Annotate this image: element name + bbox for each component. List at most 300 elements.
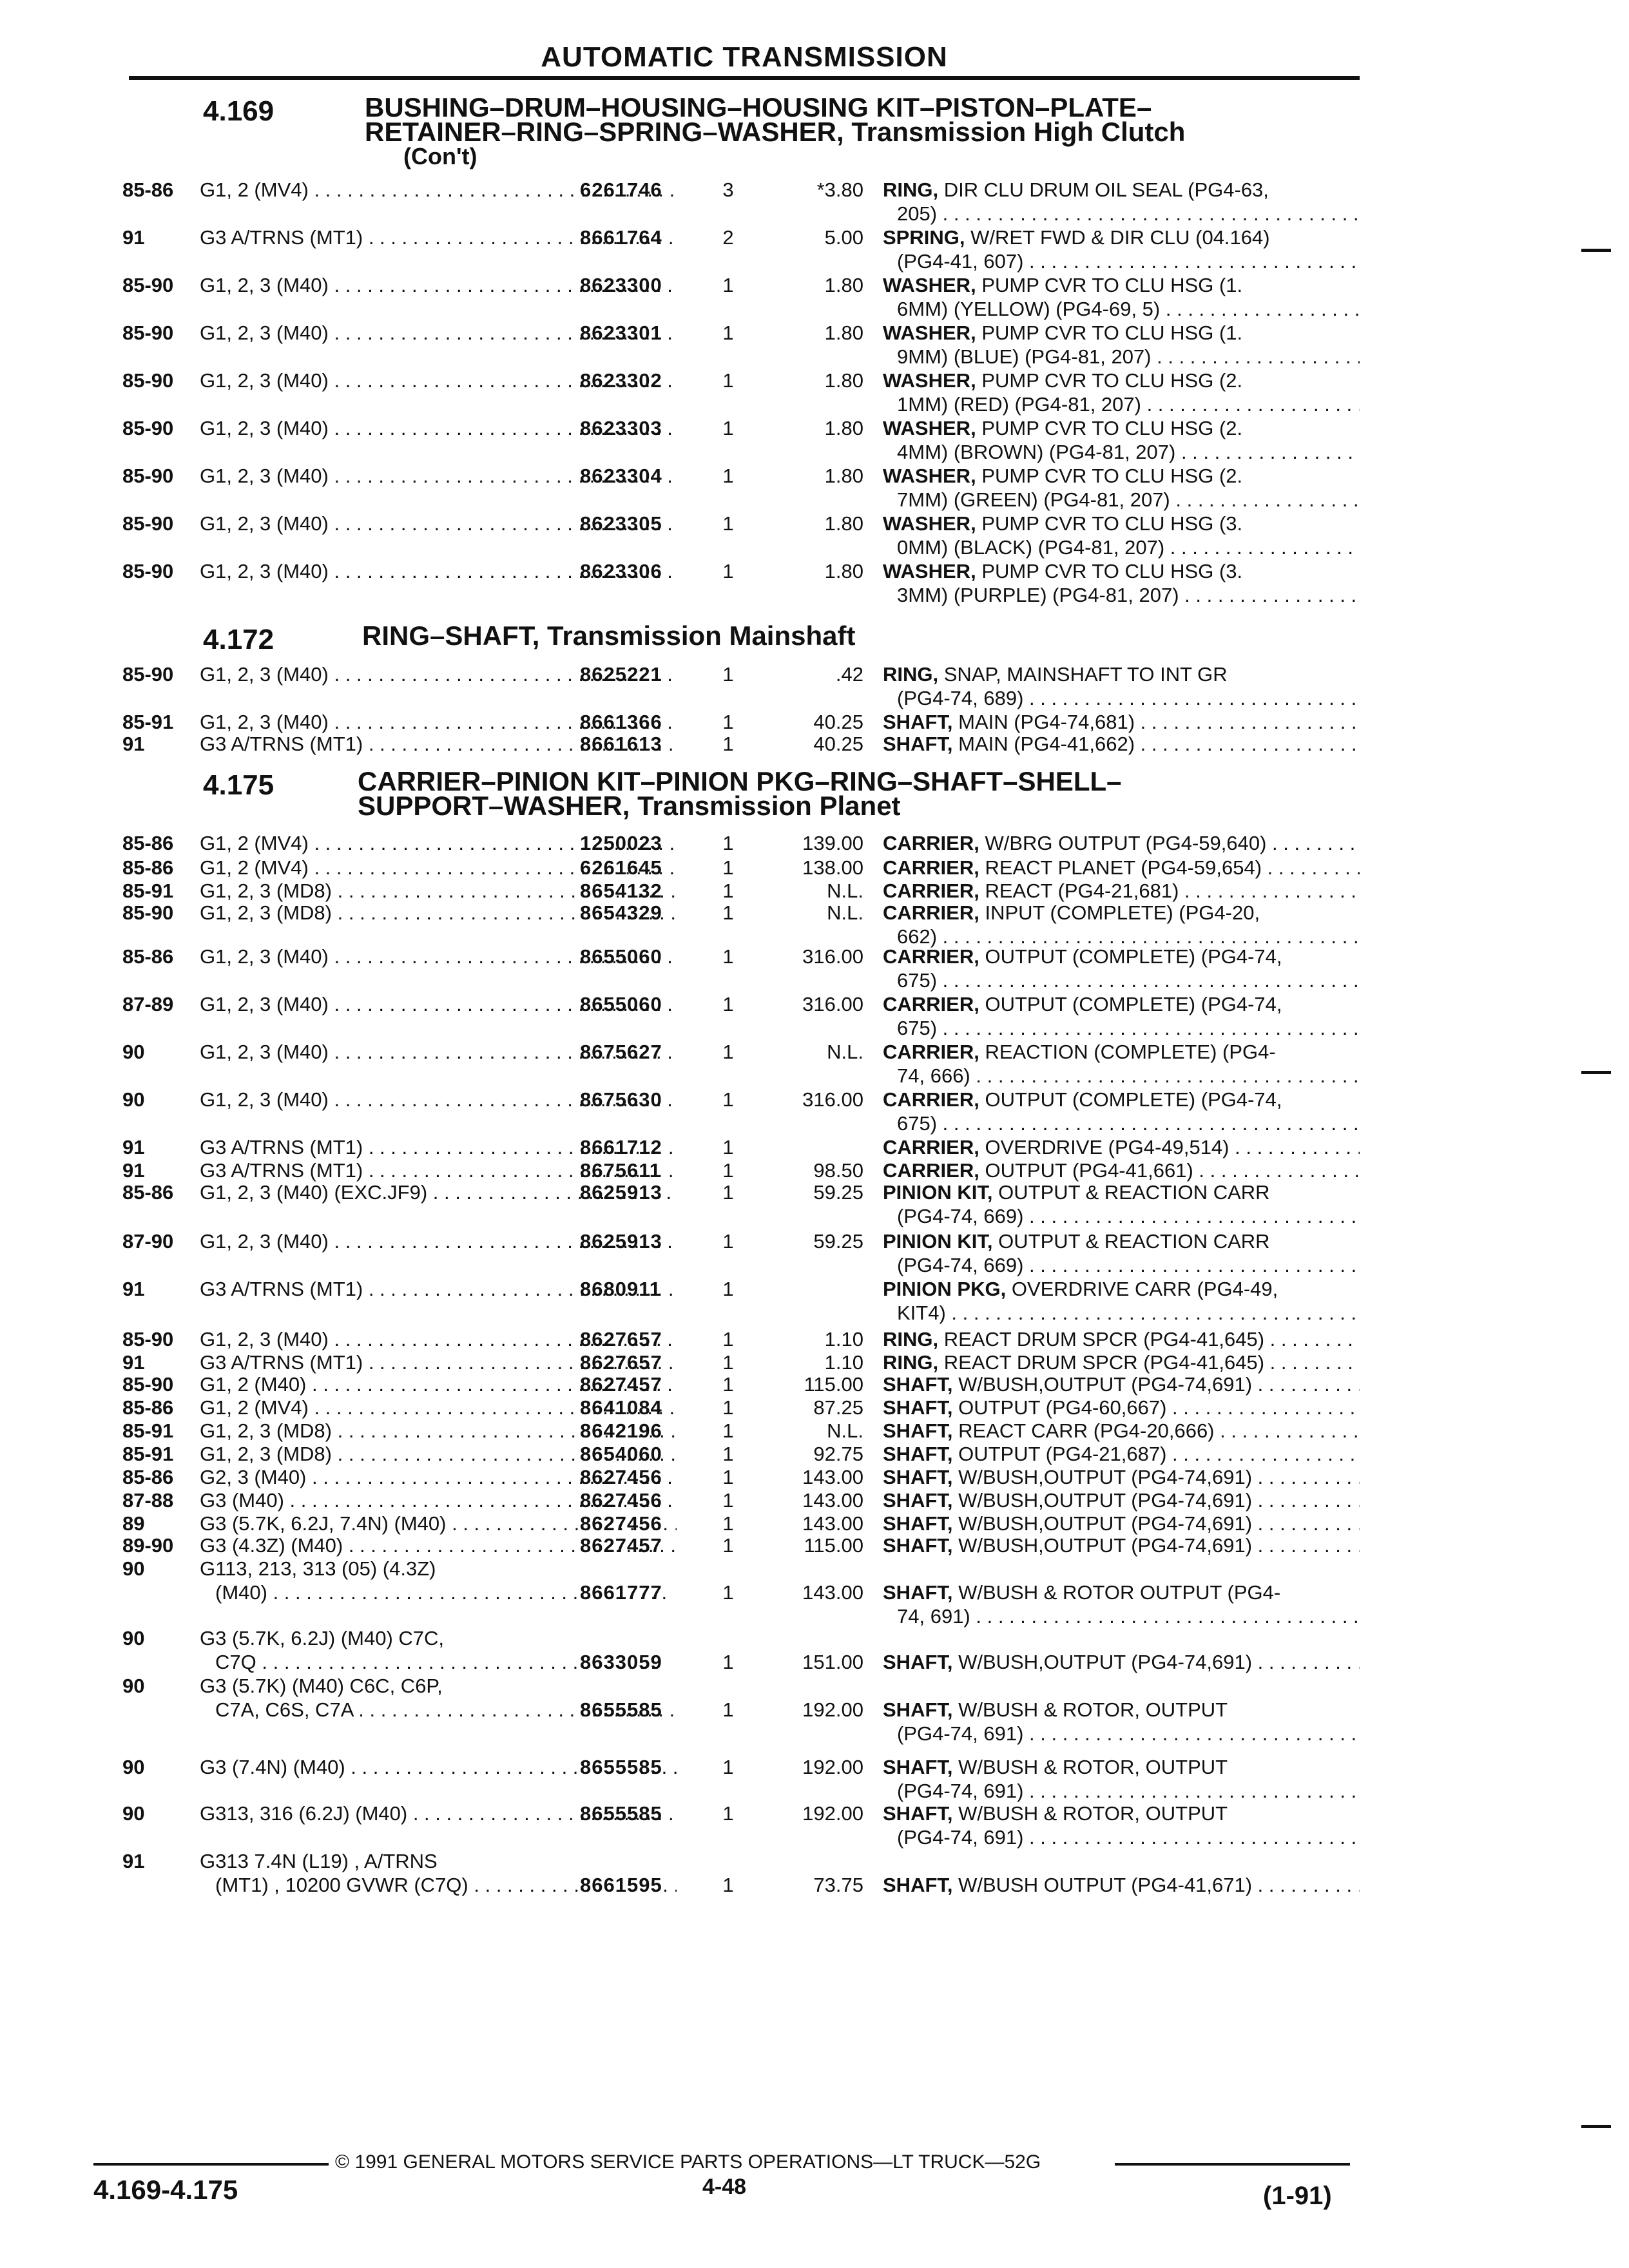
part-name: CARRIER,: [883, 856, 979, 879]
description-text: OUTPUT (COMPLETE) (PG4-74,: [985, 993, 1282, 1015]
application-line: G1, 2, 3 (MD8) . . .: [200, 879, 677, 903]
application-line: G3 A/TRNS (MT1) . . .: [200, 1135, 677, 1159]
description: [883, 1698, 1360, 1745]
part-number: 8655585: [580, 1756, 662, 1778]
quantity: 1: [722, 1328, 734, 1350]
description-line: [883, 1229, 1360, 1253]
model-year: 85-86: [122, 856, 174, 879]
section-title-line: RETAINER–RING–SPRING–WASHER, Transmission High Clutch: [365, 117, 1186, 147]
description-line: 9MM) (BLUE) (PG4-81, 207) . . .: [883, 345, 1360, 369]
model-year: 91: [122, 226, 145, 249]
part-name: WASHER,: [883, 512, 976, 535]
part-number: 8623304: [580, 465, 662, 487]
section-title: [358, 766, 1363, 821]
part-number: 8623306: [580, 560, 662, 582]
price: *3.80: [816, 178, 863, 201]
price: 143.00: [802, 1466, 863, 1488]
header-rule: [129, 76, 1360, 80]
description-line: [883, 559, 1360, 583]
description-text: W/BUSH & ROTOR, OUTPUT: [958, 1802, 1228, 1825]
application-line: G1, 2, 3 (M40) . . .: [200, 992, 677, 1016]
part-name: RING,: [883, 1328, 939, 1350]
price: 1.80: [824, 512, 863, 535]
part-name: SHAFT,: [883, 1466, 953, 1488]
part-name: WASHER,: [883, 274, 976, 296]
description-line: [883, 1327, 1360, 1351]
footer-copyright: © 1991 GENERAL MOTORS SERVICE PARTS OPERATIONS—LT TRUCK—52G: [335, 2151, 1041, 2173]
part-number: 8623300: [580, 274, 662, 296]
model-year: 85-90: [122, 560, 174, 582]
part-name: SHAFT,: [883, 1443, 953, 1465]
application-line: C7A, C6S, C7A . . .: [200, 1698, 677, 1722]
price: 59.25: [813, 1230, 863, 1253]
part-name: SHAFT,: [883, 1874, 953, 1896]
quantity: 1: [722, 1489, 734, 1512]
section-title-line: (Con't): [403, 143, 477, 169]
model-year: 85-90: [122, 1328, 174, 1350]
part-name: RING,: [883, 663, 939, 686]
application-line: G3 (7.4N) (M40) . . .: [200, 1755, 677, 1779]
section-title-line: BUSHING–DRUM–HOUSING–HOUSING KIT–PISTON–PLATE–: [365, 92, 1152, 122]
description-line: [883, 273, 1360, 297]
description: [883, 710, 1360, 734]
price: N.L.: [827, 1419, 863, 1442]
description-text: REACTION (COMPLETE) (PG4-: [985, 1041, 1276, 1063]
description: [883, 1488, 1360, 1512]
part-number: 8654329: [580, 901, 662, 924]
description-line: 205) . . .: [883, 202, 1360, 226]
quantity: 1: [722, 1396, 734, 1419]
footer-section-range: 4.169-4.175: [93, 2175, 238, 2205]
part-name: CARRIER,: [883, 1136, 979, 1158]
description-line: 74, 666) . . .: [883, 1064, 1360, 1088]
application-line: G3 (5.7K, 6.2J) (M40) C7C,: [200, 1627, 445, 1649]
price: 115.00: [804, 1373, 863, 1396]
part-number: 8655060: [580, 993, 662, 1015]
quantity: 1: [722, 879, 734, 902]
model-year: 85-90: [122, 369, 174, 392]
part-name: CARRIER,: [883, 1088, 979, 1111]
price: 40.25: [813, 733, 863, 755]
price: 73.75: [813, 1874, 863, 1896]
description-text: REACT PLANET (PG4-59,654): [985, 856, 1262, 879]
part-number: 8655060: [580, 945, 662, 968]
description-line: [883, 1465, 1360, 1489]
model-year: 85-90: [122, 512, 174, 535]
description-line: [883, 831, 1360, 855]
part-name: SHAFT,: [883, 1419, 953, 1442]
section-number: 4.172: [203, 624, 275, 655]
price: 1.80: [824, 322, 863, 344]
quantity: 1: [722, 1581, 734, 1604]
price: 143.00: [802, 1512, 863, 1535]
quantity: 1: [722, 1698, 734, 1721]
quantity: 1: [722, 560, 734, 582]
application-line: G1, 2, 3 (M40) . . .: [200, 559, 677, 583]
description: [883, 1581, 1360, 1628]
model-year: 90: [122, 1088, 145, 1111]
quantity: 1: [722, 1278, 734, 1300]
section-number: 4.169: [203, 95, 275, 127]
description-text: MAIN (PG4-74,681): [958, 711, 1135, 733]
model-year: 85-91: [122, 1419, 174, 1442]
model-year: 85-91: [122, 711, 174, 733]
description-line: 675) . . .: [883, 1111, 1360, 1135]
description: [883, 512, 1360, 559]
description-line: 7MM) (GREEN) (PG4-81, 207) . . .: [883, 488, 1360, 512]
quantity: 1: [722, 1041, 734, 1063]
model-year: 87-89: [122, 993, 174, 1015]
model-year: 91: [122, 1159, 145, 1182]
model-year: 89: [122, 1512, 145, 1535]
part-number: 8661595: [580, 1874, 662, 1896]
description-text: W/BRG OUTPUT (PG4-59,640): [985, 832, 1267, 854]
description-text: W/BUSH & ROTOR, OUTPUT: [958, 1698, 1228, 1721]
description-text: W/BUSH,OUTPUT (PG4-74,691): [958, 1373, 1253, 1396]
application-line: C7Q . . .: [200, 1650, 677, 1674]
part-number: 8625221: [580, 663, 662, 686]
description: [883, 1088, 1360, 1135]
part-name: PINION KIT,: [883, 1230, 993, 1253]
description: [883, 1229, 1360, 1277]
quantity: 1: [722, 465, 734, 487]
description: [883, 1533, 1360, 1557]
description-line: (PG4-74, 689) . . .: [883, 686, 1360, 710]
description: [883, 1396, 1360, 1419]
description-line: 74, 691) . . .: [883, 1604, 1360, 1628]
description-line: [883, 1755, 1360, 1779]
description-text: W/BUSH & ROTOR OUTPUT (PG4-: [958, 1581, 1281, 1604]
part-name: SHAFT,: [883, 1512, 953, 1535]
quantity: 1: [722, 1512, 734, 1535]
part-number: 8627457: [580, 1534, 662, 1557]
part-name: RING,: [883, 1351, 939, 1374]
application-line: G1, 2, 3 (M40) . . .: [200, 1327, 677, 1351]
price: 192.00: [802, 1698, 863, 1721]
model-year: 90: [122, 1557, 145, 1580]
application-line: G1, 2, 3 (M40) . . .: [200, 1040, 677, 1064]
price: 316.00: [802, 993, 863, 1015]
description-text: PUMP CVR TO CLU HSG (1.: [981, 274, 1243, 296]
description-text: OUTPUT & REACTION CARR: [998, 1230, 1270, 1253]
part-number: 8623302: [580, 369, 662, 392]
description-line: (PG4-74, 691) . . .: [883, 1825, 1360, 1849]
part-name: WASHER,: [883, 560, 976, 582]
part-number: 8633059: [580, 1651, 662, 1673]
application-line: G1, 2, 3 (M40) . . .: [200, 1229, 677, 1253]
part-name: SHAFT,: [883, 1373, 953, 1396]
description-text: PUMP CVR TO CLU HSG (2.: [981, 369, 1243, 392]
description-text: W/BUSH,OUTPUT (PG4-74,691): [958, 1466, 1253, 1488]
footer-rule-right: [1115, 2163, 1350, 2166]
price: 151.00: [802, 1651, 863, 1673]
quantity: 1: [722, 369, 734, 392]
application-line: G1, 2, 3 (M40) . . .: [200, 273, 677, 297]
model-year: 91: [122, 1351, 145, 1374]
application-line: G1, 2, 3 (MD8) . . .: [200, 1442, 677, 1466]
model-year: 85-86: [122, 178, 174, 201]
description-text: W/BUSH & ROTOR, OUTPUT: [958, 1756, 1228, 1778]
price: 115.00: [804, 1534, 863, 1557]
description-line: [883, 1873, 1360, 1897]
description-line: KIT4) . . .: [883, 1301, 1360, 1325]
description: [883, 1372, 1360, 1396]
description: [883, 1465, 1360, 1489]
part-name: SHAFT,: [883, 1581, 953, 1604]
price: 316.00: [802, 1088, 863, 1111]
part-number: 8654060: [580, 1443, 662, 1465]
quantity: 1: [722, 1088, 734, 1111]
margin-mark: [1581, 2125, 1611, 2128]
quantity: 1: [722, 274, 734, 296]
description: [883, 1512, 1360, 1535]
description: [883, 1802, 1360, 1849]
part-number: 6261746: [580, 178, 662, 201]
description-line: [883, 1802, 1360, 1825]
application-line: G1, 2, 3 (M40) . . .: [200, 464, 677, 488]
description-text: W/BUSH,OUTPUT (PG4-74,691): [958, 1489, 1253, 1512]
description-line: [883, 464, 1360, 488]
description-text: W/RET FWD & DIR CLU (04.164): [970, 226, 1270, 249]
price: 143.00: [802, 1581, 863, 1604]
part-number: 8641084: [580, 1396, 662, 1419]
description-text: W/BUSH,OUTPUT (PG4-74,691): [958, 1651, 1253, 1673]
description-line: [883, 1088, 1360, 1111]
price: 316.00: [802, 945, 863, 968]
description-line: 4MM) (BROWN) (PG4-81, 207) . . .: [883, 440, 1360, 464]
model-year: 85-90: [122, 465, 174, 487]
description-line: (PG4-74, 691) . . .: [883, 1722, 1360, 1745]
quantity: 1: [722, 1351, 734, 1374]
part-number: 8627456: [580, 1466, 662, 1488]
model-year: 85-86: [122, 832, 174, 854]
description-line: [883, 856, 1360, 879]
description-line: 6MM) (YELLOW) (PG4-69, 5) . . .: [883, 297, 1360, 321]
model-year: 85-91: [122, 1443, 174, 1465]
description-line: [883, 1442, 1360, 1466]
description-text: REACT DRUM SPCR (PG4-41,645): [943, 1351, 1265, 1374]
application-line: (MT1) , 10200 GVWR (C7Q) . . .: [200, 1873, 677, 1897]
description-text: W/BUSH,OUTPUT (PG4-74,691): [958, 1512, 1253, 1535]
description-line: [883, 945, 1360, 968]
price: 1.80: [824, 369, 863, 392]
application-line: G3 (5.7K, 6.2J, 7.4N) (M40) . . .: [200, 1512, 677, 1535]
model-year: 90: [122, 1802, 145, 1825]
part-number: 8661366: [580, 711, 662, 733]
part-name: SHAFT,: [883, 1489, 953, 1512]
quantity: 1: [722, 1443, 734, 1465]
model-year: 89-90: [122, 1534, 174, 1557]
quantity: 1: [722, 1466, 734, 1488]
quantity: 1: [722, 1136, 734, 1158]
description: [883, 732, 1360, 756]
part-number: 8675630: [580, 1088, 662, 1111]
application-line: G313, 316 (6.2J) (M40) . . .: [200, 1802, 677, 1825]
part-name: WASHER,: [883, 322, 976, 344]
application-line: G3 A/TRNS (MT1) . . .: [200, 1277, 677, 1301]
description-text: PUMP CVR TO CLU HSG (2.: [981, 465, 1243, 487]
part-number: 8623301: [580, 322, 662, 344]
price: 143.00: [802, 1489, 863, 1512]
model-year: 90: [122, 1675, 145, 1697]
description: [883, 1650, 1360, 1674]
description: [883, 1135, 1360, 1159]
section-title: [362, 620, 1367, 651]
part-number: 8627657: [580, 1351, 662, 1374]
part-name: WASHER,: [883, 417, 976, 439]
section-title-line: SUPPORT–WASHER, Transmission Planet: [358, 791, 901, 821]
part-number: 8654132: [580, 879, 662, 902]
part-number: 8661712: [580, 1136, 662, 1158]
description-line: 3MM) (PURPLE) (PG4-81, 207) . . .: [883, 583, 1360, 607]
description: [883, 945, 1360, 992]
description: [883, 178, 1360, 226]
description-line: [883, 992, 1360, 1016]
description-text: PUMP CVR TO CLU HSG (3.: [981, 560, 1243, 582]
part-name: SHAFT,: [883, 1756, 953, 1778]
description-text: PUMP CVR TO CLU HSG (3.: [981, 512, 1243, 535]
price: 87.25: [813, 1396, 863, 1419]
quantity: 1: [722, 1159, 734, 1182]
model-year: 85-86: [122, 1181, 174, 1204]
part-name: CARRIER,: [883, 879, 979, 902]
application-line: G1, 2 (MV4) . . .: [200, 831, 677, 855]
application-line: G1, 2, 3 (M40) . . .: [200, 945, 677, 968]
quantity: 1: [722, 1874, 734, 1896]
application-line: G1, 2 (MV4) . . .: [200, 856, 677, 879]
application-line: G1, 2, 3 (MD8) . . .: [200, 901, 677, 925]
price: 92.75: [813, 1443, 863, 1465]
description-text: PUMP CVR TO CLU HSG (1.: [981, 322, 1243, 344]
description-text: REACT DRUM SPCR (PG4-41,645): [943, 1328, 1265, 1350]
part-name: WASHER,: [883, 465, 976, 487]
quantity: 1: [722, 711, 734, 733]
part-number: 8625913: [580, 1181, 662, 1204]
quantity: 1: [722, 1373, 734, 1396]
application-line: G1, 2, 3 (M40) . . .: [200, 321, 677, 345]
section-title: [365, 92, 1370, 169]
part-number: 8625913: [580, 1230, 662, 1253]
description: [883, 879, 1360, 903]
description-line: [883, 512, 1360, 535]
quantity: 1: [722, 1419, 734, 1442]
description-text: W/BUSH,OUTPUT (PG4-74,691): [958, 1534, 1253, 1557]
description-text: OUTPUT & REACTION CARR: [998, 1181, 1270, 1204]
part-number: 8623305: [580, 512, 662, 535]
description-text: REACT CARR (PG4-20,666): [958, 1419, 1215, 1442]
application-line: G113, 213, 313 (05) (4.3Z): [200, 1557, 436, 1580]
part-number: 8661764: [580, 226, 662, 249]
description-text: OVERDRIVE CARR (PG4-49,: [1011, 1278, 1278, 1300]
footer-date: (1-91): [1263, 2182, 1332, 2210]
description-line: [883, 1158, 1360, 1182]
description-line: (PG4-74, 669) . . .: [883, 1253, 1360, 1277]
price: .42: [835, 663, 863, 686]
application-line: G2, 3 (M40) . . .: [200, 1465, 677, 1489]
model-year: 87-90: [122, 1230, 174, 1253]
application-line: G3 A/TRNS (MT1) . . .: [200, 226, 677, 249]
quantity: 1: [722, 945, 734, 968]
part-number: 8627456: [580, 1512, 662, 1535]
description-line: [883, 1698, 1360, 1722]
part-name: SPRING,: [883, 226, 965, 249]
application-line: G1, 2, 3 (M40) . . .: [200, 710, 677, 734]
application-line: G1, 2, 3 (MD8) . . .: [200, 1419, 677, 1443]
model-year: 85-90: [122, 1373, 174, 1396]
description-text: OVERDRIVE (PG4-49,514): [985, 1136, 1229, 1158]
description: [883, 226, 1360, 273]
description-text: OUTPUT (PG4-41,661): [985, 1159, 1193, 1182]
description-text: SNAP, MAINSHAFT TO INT GR: [943, 663, 1228, 686]
description-line: 0MM) (BLACK) (PG4-81, 207) . . .: [883, 535, 1360, 559]
part-name: WASHER,: [883, 369, 976, 392]
application-line: G313 7.4N (L19) , A/TRNS: [200, 1850, 438, 1872]
description-line: [883, 662, 1360, 686]
quantity: 1: [722, 856, 734, 879]
price: 59.25: [813, 1181, 863, 1204]
application-line: G3 (M40) . . .: [200, 1488, 677, 1512]
model-year: 91: [122, 733, 145, 755]
footer-rule-left: [93, 2163, 329, 2166]
model-year: 90: [122, 1756, 145, 1778]
application-line: G1, 2, 3 (M40) . . .: [200, 416, 677, 440]
quantity: 1: [722, 1534, 734, 1557]
description-text: DIR CLU DRUM OIL SEAL (PG4-63,: [943, 178, 1269, 201]
price: 1.80: [824, 465, 863, 487]
description-line: [883, 1277, 1360, 1301]
margin-mark: [1581, 1071, 1611, 1074]
section-title-line: RING–SHAFT, Transmission Mainshaft: [362, 620, 856, 651]
quantity: 1: [722, 901, 734, 924]
description: [883, 416, 1360, 464]
part-name: SHAFT,: [883, 711, 953, 733]
description: [883, 1158, 1360, 1182]
part-name: PINION PKG,: [883, 1278, 1007, 1300]
description-line: [883, 710, 1360, 734]
description-line: [883, 1533, 1360, 1557]
part-number: 6261645: [580, 856, 662, 879]
application-line: G1, 2 (MV4) . . .: [200, 178, 677, 202]
part-number: 8627456: [580, 1489, 662, 1512]
description-line: [883, 901, 1360, 925]
application-line: G1, 2, 3 (M40) . . .: [200, 369, 677, 392]
description-line: [883, 1040, 1360, 1064]
quantity: 1: [722, 1651, 734, 1673]
application-line: G1, 2, 3 (M40) . . .: [200, 512, 677, 535]
quantity: 3: [722, 178, 734, 201]
description-line: (PG4-74, 669) . . .: [883, 1204, 1360, 1228]
price: 192.00: [802, 1802, 863, 1825]
price: 98.50: [813, 1159, 863, 1182]
description: [883, 901, 1360, 948]
margin-mark: [1581, 249, 1611, 252]
description-line: [883, 1419, 1360, 1443]
part-name: SHAFT,: [883, 1534, 953, 1557]
application-line: G1, 2, 3 (M40) . . .: [200, 662, 677, 686]
part-number: 8642196: [580, 1419, 662, 1442]
application-line: G1, 2 (M40) . . .: [200, 1372, 677, 1396]
part-number: 8655585: [580, 1698, 662, 1721]
description-text: MAIN (PG4-41,662): [958, 733, 1135, 755]
description: [883, 369, 1360, 416]
description-line: 1MM) (RED) (PG4-81, 207) . . .: [883, 392, 1360, 416]
quantity: 1: [722, 322, 734, 344]
application-line: G3 (5.7K) (M40) C6C, C6P,: [200, 1675, 443, 1697]
description-line: [883, 1396, 1360, 1419]
description-line: [883, 369, 1360, 392]
footer-page-number: 4-48: [702, 2175, 747, 2199]
quantity: 1: [722, 733, 734, 755]
